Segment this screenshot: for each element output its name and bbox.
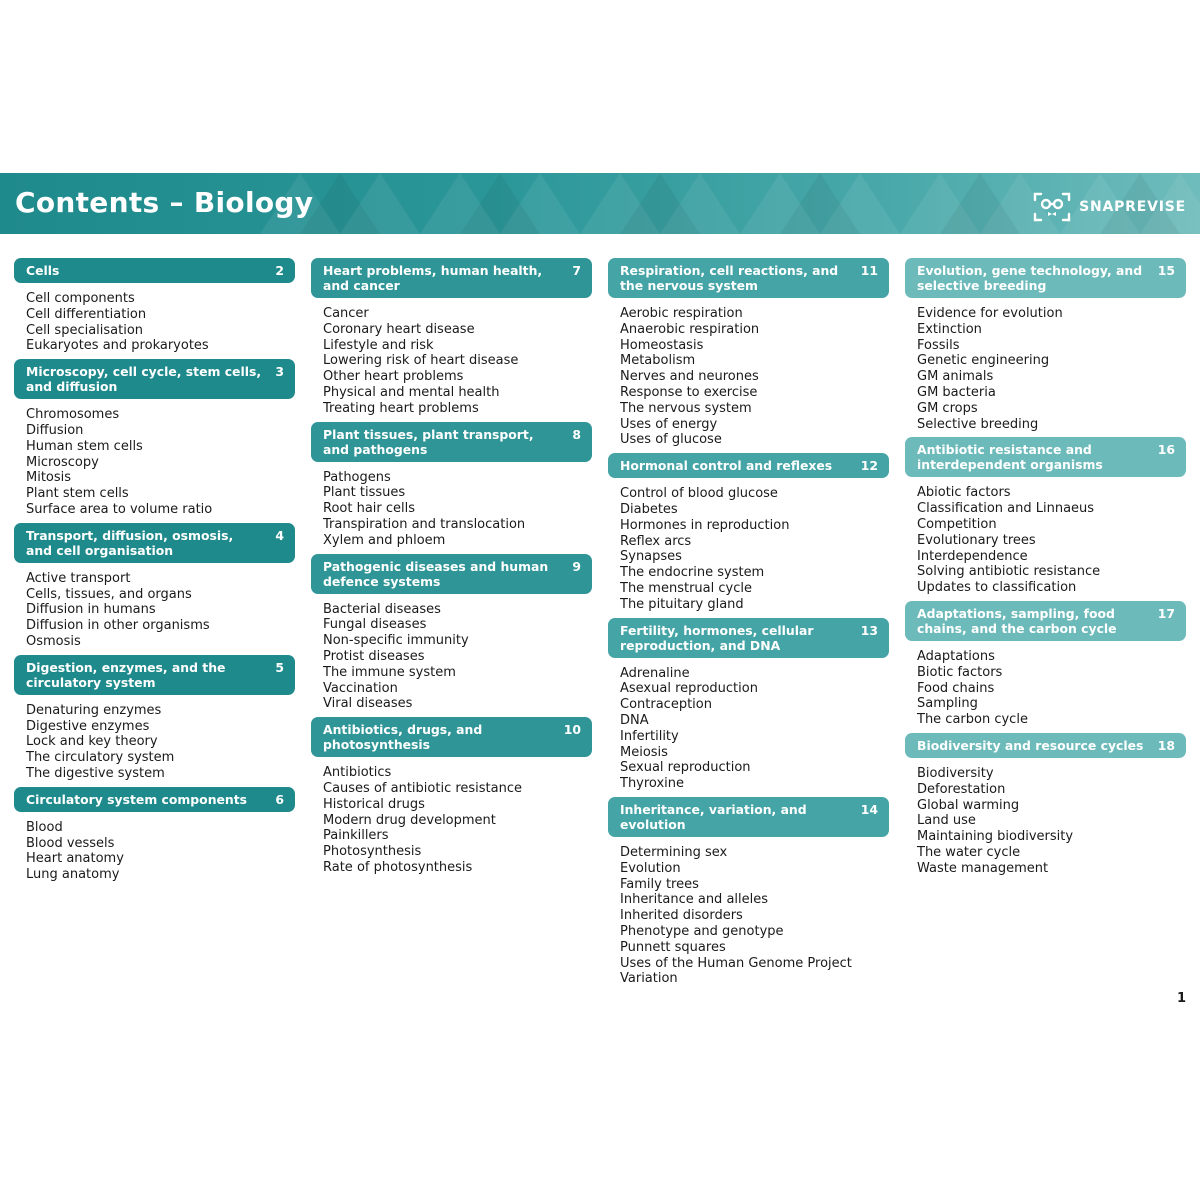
topic-item[interactable]: Chromosomes [26,407,120,423]
topic-item[interactable]: Coronary heart disease [323,321,475,337]
topic-item[interactable]: Plant tissues [323,485,406,501]
contents-section [14,258,295,354]
section-page-number: 5 [275,659,284,675]
section-header[interactable] [311,554,592,594]
topic-list [311,594,592,713]
section-title: Heart problems, human health, and cancer [323,263,543,293]
topic-item[interactable]: Reflex arcs [620,533,692,549]
topic-item[interactable]: Evidence for evolution [917,306,1063,321]
section-header[interactable] [311,717,592,757]
topic-item[interactable]: Blood vessels [26,835,115,851]
topic-list [905,477,1186,596]
section-header[interactable] [905,258,1186,298]
topic-item[interactable]: The digestive system [26,765,165,781]
topic-item[interactable]: Fungal diseases [323,617,427,633]
topic-item[interactable]: Punnett squares [620,939,726,955]
section-page-number: 10 [563,722,581,738]
topic-item[interactable]: Sexual reproduction [620,760,751,776]
topic-item[interactable]: Plant stem cells [26,486,129,502]
topic-list [608,658,889,792]
section-page-number: 4 [275,527,284,543]
topic-item[interactable]: Food chains [917,680,995,696]
topic-list [14,695,295,782]
topic-item[interactable]: Metabolism [620,353,696,369]
topic-item[interactable]: Synapses [620,549,682,565]
topic-item[interactable]: Control of blood glucose [620,486,778,502]
topic-list [14,563,295,650]
topic-item[interactable]: Lowering risk of heart disease [323,353,519,369]
section-page-number: 16 [1157,442,1175,458]
topic-item[interactable]: Inherited disorders [620,908,743,924]
topic-item[interactable]: Xylem and phloem [323,532,446,548]
topic-item[interactable]: The endocrine system [620,565,765,581]
topic-item[interactable]: Lock and key theory [26,734,158,750]
contents-section [608,797,889,987]
topic-item[interactable]: Hormones in reproduction [620,517,790,533]
topic-item[interactable]: Competition [917,516,997,532]
topic-list [311,757,592,876]
contents-section [608,258,889,448]
topic-item[interactable]: The carbon cycle [917,712,1028,728]
topic-item[interactable]: Phenotype and genotype [620,923,784,939]
contents-section [311,258,592,417]
topic-item[interactable]: Maintaining biodiversity [917,829,1074,845]
topic-item[interactable]: Antibiotics [323,765,392,781]
topic-item[interactable]: Asexual reproduction [620,681,758,697]
topic-item[interactable]: Rate of photosynthesis [323,859,473,875]
contents-section [14,787,295,883]
brand [1033,191,1186,223]
topic-item[interactable]: Transpiration and translocation [323,516,526,532]
topic-item[interactable]: The circulatory system [26,750,175,766]
topic-item[interactable]: Lifestyle and risk [323,337,434,353]
topic-item[interactable]: The pituitary gland [620,596,744,612]
topic-list [608,478,889,612]
section-page-number: 12 [860,458,878,474]
snaprevise-logo-icon [1033,191,1071,223]
topic-item[interactable]: Bacterial diseases [323,601,441,617]
header-banner [0,173,1200,234]
column-2 [311,258,592,881]
section-page-number: 8 [572,426,581,442]
topic-item[interactable]: The nervous system [620,400,752,416]
topic-item[interactable]: Response to exercise [620,384,758,400]
column-1 [14,258,295,888]
topic-item[interactable]: Treating heart problems [323,400,479,416]
topic-item[interactable]: Pathogens [323,469,391,485]
topic-item[interactable]: Protist diseases [323,648,425,664]
section-page-number: 15 [1157,263,1175,278]
section-header[interactable] [608,258,889,298]
section-title: Circulatory system components [26,791,248,807]
topic-item[interactable]: Evolutionary trees [917,532,1036,548]
section-header[interactable] [14,523,295,563]
contents-section [311,554,592,713]
contents-section [14,359,295,518]
topic-item[interactable]: Painkillers [323,828,389,844]
topic-item[interactable]: Microscopy [26,454,99,470]
section-header[interactable] [14,359,295,399]
topic-item[interactable]: Osmosis [26,633,81,649]
topic-item[interactable]: The menstrual cycle [620,580,752,596]
topic-item[interactable]: Selective breeding [917,416,1039,432]
contents-section [905,437,1186,596]
topic-item[interactable]: Diffusion [26,422,84,438]
section-title: Transport, diffusion, osmosis, and cell organisation [26,527,234,558]
contents-section [311,422,592,549]
topic-list [14,812,295,883]
topic-item[interactable]: Deforestation [917,781,1006,797]
section-page-number: 13 [860,622,878,638]
section-header[interactable] [608,797,889,837]
topic-item[interactable]: Genetic engineering [917,353,1050,369]
section-title: Evolution, gene technology, and selective breeding [917,263,1143,293]
topic-item[interactable]: Abiotic factors [917,485,1011,501]
topic-item[interactable]: Viral diseases [323,696,413,712]
topic-item[interactable]: Cell differentiation [26,306,147,322]
column-4 [905,258,1186,882]
contents-section [311,717,592,876]
topic-item[interactable]: Non-specific immunity [323,633,469,649]
section-title: Antibiotics, drugs, and photosynthesis [323,722,483,753]
topic-item[interactable]: Uses of glucose [620,432,722,448]
topic-item[interactable]: Extinction [917,321,982,337]
topic-item[interactable]: Evolution [620,860,681,876]
topic-item[interactable]: Uses of energy [620,416,718,432]
topic-list [608,298,889,448]
contents-section [905,733,1186,877]
topic-item[interactable]: Digestive enzymes [26,718,150,734]
topic-item[interactable]: Determining sex [620,844,728,860]
section-page-number: 18 [1157,737,1175,753]
topic-item[interactable]: Diffusion in humans [26,602,156,618]
topic-item[interactable]: Physical and mental health [323,384,500,400]
topic-list [905,758,1186,877]
topic-list [608,837,889,987]
section-page-number: 6 [275,791,284,807]
topic-item[interactable]: Fossils [917,337,960,353]
section-page-number: 17 [1157,605,1175,621]
section-page-number: 11 [860,263,878,278]
page-title: Contents – Biology [15,186,314,219]
topic-item[interactable]: Lung anatomy [26,867,120,883]
topic-item[interactable]: Denaturing enzymes [26,702,162,718]
topic-item[interactable]: Waste management [917,860,1049,876]
topic-item[interactable]: Infertility [620,728,679,744]
section-header[interactable] [14,258,295,283]
topic-item[interactable]: The immune system [323,664,456,680]
topic-item[interactable]: Diffusion in other organisms [26,618,210,634]
topic-item[interactable]: Classification and Linnaeus [917,501,1095,517]
topic-item[interactable]: Solving antibiotic resistance [917,564,1101,580]
section-page-number: 9 [572,558,581,574]
contents-section [608,618,889,792]
topic-item[interactable]: Cancer [323,306,369,321]
topic-item[interactable]: Surface area to volume ratio [26,501,213,517]
topic-item[interactable]: Interdependence [917,548,1028,564]
section-header[interactable] [311,258,592,298]
contents-section [905,258,1186,432]
section-page-number: 2 [275,263,284,278]
topic-list [311,298,592,417]
topic-item[interactable]: Human stem cells [26,438,143,454]
section-title: Adaptations, sampling, food chains, and the carbon cycle [917,605,1117,636]
section-header[interactable] [905,733,1186,758]
column-3 [608,258,889,992]
section-page-number: 14 [860,801,878,817]
topic-item[interactable]: Biodiversity [917,765,994,781]
topic-item[interactable]: Aerobic respiration [620,306,743,321]
section-title: Inheritance, variation, and evolution [620,801,807,832]
section-header[interactable] [608,453,889,478]
topic-item[interactable]: Cell specialisation [26,322,144,338]
topic-item[interactable]: Cells, tissues, and organs [26,586,192,602]
topic-item[interactable]: Uses of the Human Genome Project [620,955,852,971]
topic-item[interactable]: Historical drugs [323,796,425,812]
topic-item[interactable]: Land use [917,813,976,829]
topic-item[interactable]: Thyroxine [620,776,685,792]
section-page-number: 3 [275,364,284,380]
topic-item[interactable]: Inheritance and alleles [620,892,769,908]
topic-item[interactable]: Adaptations [917,648,995,664]
section-header[interactable] [311,422,592,462]
topic-item[interactable]: Diabetes [620,501,678,517]
section-title: Hormonal control and reflexes [620,458,833,474]
topic-item[interactable]: GM crops [917,400,978,416]
topic-item[interactable]: Sampling [917,696,978,712]
topic-item[interactable]: Other heart problems [323,369,464,385]
topic-list [14,283,295,354]
topic-item[interactable]: Eukaryotes and prokaryotes [26,338,209,354]
topic-item[interactable]: Root hair cells [323,501,416,517]
topic-item[interactable]: Vaccination [323,680,398,696]
topic-item[interactable]: Nerves and neurones [620,369,759,385]
section-title: Plant tissues, plant transport, and pathogens [323,426,534,457]
section-header[interactable] [905,437,1186,477]
topic-item[interactable]: Adrenaline [620,665,690,681]
contents-section [608,453,889,612]
brand-name: SNAPREVISE [1079,199,1186,215]
section-header[interactable] [905,601,1186,641]
topic-item[interactable]: Anaerobic respiration [620,321,760,337]
topic-item[interactable]: Homeostasis [620,337,704,353]
topic-list [311,462,592,549]
topic-list [905,298,1186,432]
topic-item[interactable]: Modern drug development [323,812,496,828]
contents-section [905,601,1186,728]
section-header[interactable] [14,787,295,812]
topic-item[interactable]: Causes of antibiotic resistance [323,780,523,796]
section-title: Fertility, hormones, cellular reproduction, and DNA [620,622,814,653]
section-title: Digestion, enzymes, and the circulatory system [26,659,226,690]
section-title: Pathogenic diseases and human defence systems [323,558,549,589]
topic-list [14,399,295,518]
topic-item[interactable]: Blood [26,819,63,835]
section-title: Microscopy, cell cycle, stem cells, and diffusion [26,364,262,395]
topic-item[interactable]: Biotic factors [917,664,1003,680]
section-header[interactable] [608,618,889,658]
topic-item[interactable]: Updates to classification [917,580,1077,596]
page-number: 1 [1176,991,1186,1006]
topic-item[interactable]: Cell components [26,291,135,306]
topic-item[interactable]: Mitosis [26,470,72,486]
topic-item[interactable]: DNA [620,712,649,728]
section-page-number: 7 [572,263,581,278]
topic-item[interactable]: Heart anatomy [26,851,124,867]
section-title: Cells [26,263,60,278]
contents-section [14,523,295,650]
topic-item[interactable]: GM animals [917,369,994,385]
section-title: Biodiversity and resource cycles [917,737,1144,753]
topic-item[interactable]: Active transport [26,570,131,586]
contents-section [14,655,295,782]
topic-item[interactable]: Photosynthesis [323,844,422,860]
topic-list [905,641,1186,728]
topic-item[interactable]: Variation [620,971,678,987]
topic-item[interactable]: GM bacteria [917,384,996,400]
topic-item[interactable]: The water cycle [917,844,1021,860]
topic-item[interactable]: Family trees [620,876,699,892]
topic-item[interactable]: Meiosis [620,744,668,760]
section-header[interactable] [14,655,295,695]
section-title: Respiration, cell reactions, and the nervous system [620,263,839,293]
topic-item[interactable]: Contraception [620,697,712,713]
section-title: Antibiotic resistance and interdependent organisms [917,442,1103,473]
topic-item[interactable]: Global warming [917,797,1020,813]
